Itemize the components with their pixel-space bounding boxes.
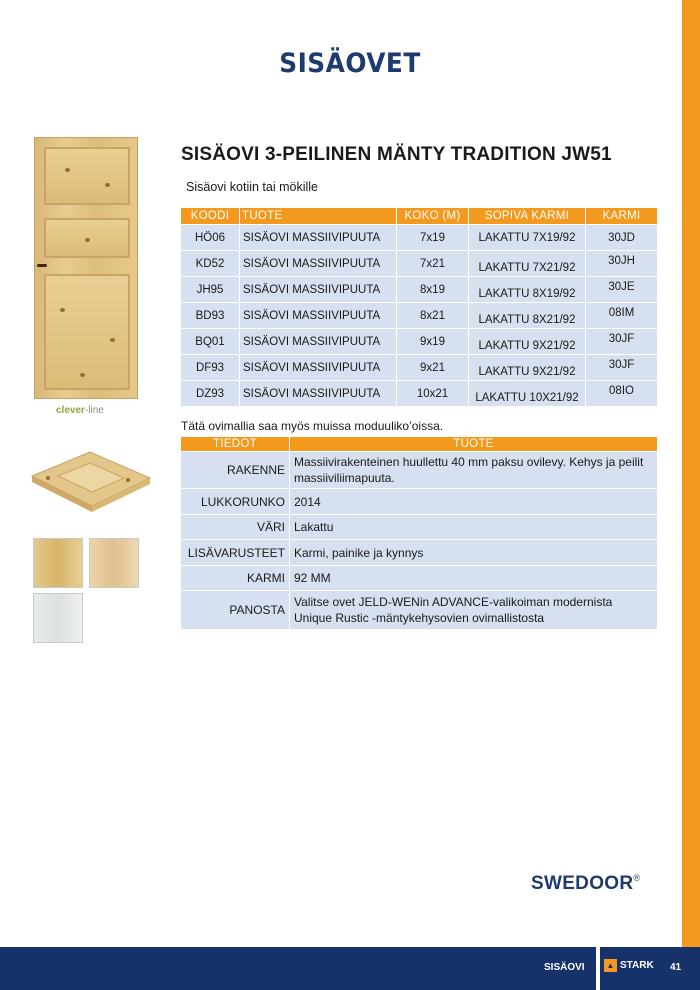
detail-value: Valitse ovet JELD-WENin ADVANCE-valikoiman modernista Unique Rustic -mäntykehysovien ovimallistosta [290,591,657,629]
table-row [181,329,657,354]
col-header-product-info: TUOTE [290,437,657,451]
table-row [181,591,657,629]
variant-suitable-frame: LAKATTU 9X21/92 [469,329,585,354]
wood-knot [80,373,85,377]
table-row [181,515,657,539]
col-header-details: TIEDOT [181,437,289,451]
door-frame-corner-image [28,448,152,512]
detail-label: LISÄVARUSTEET [181,540,289,565]
detail-value: 92 MM [290,566,657,590]
detail-value: 2014 [290,489,657,514]
detail-value: Massiivirakenteinen huullettu 40 mm paksu ovilevy. Kehys ja peilit massiiviliimapuuta. [290,452,657,488]
col-header-suitable-frame: SOPIVA KARMI [469,208,585,224]
variant-product: SISÄOVI MASSIIVIPUUTA [240,303,396,328]
table-row [181,303,657,328]
variants-header-row [181,208,657,224]
variant-frame-code: 08IO [586,381,657,406]
swedoor-logo: SWEDOOR® [531,873,641,894]
variant-suitable-frame: LAKATTU 10X21/92 [469,381,585,406]
footer-section-label: SISÄOVI [544,962,585,973]
details-header-row [181,437,657,451]
variant-frame-code: 08IM [586,303,657,328]
product-title: SISÄOVI 3-PEILINEN MÄNTY TRADITION JW51 [181,144,612,165]
col-header-size: KOKO (M) [397,208,468,224]
table-row [181,355,657,380]
door-bottom-panel [44,274,130,390]
variant-code: HÖ06 [181,225,239,250]
wood-knot [110,338,115,342]
wood-knot [60,308,65,312]
variant-frame-code: 30JF [586,329,657,354]
table-row [181,381,657,406]
table-row [181,566,657,590]
size-availability-note: Tätä ovimallia saa myös muissa moduuliko’oissa. [181,419,444,433]
page-footer [0,947,700,990]
variant-size: 7x21 [397,251,468,276]
clever-line-logo: clever-line [56,405,104,416]
detail-label: PANOSTA [181,591,289,629]
detail-value: Karmi, painike ja kynnys [290,540,657,565]
variant-size: 8x19 [397,277,468,302]
variant-product: SISÄOVI MASSIIVIPUUTA [240,381,396,406]
variant-code: JH95 [181,277,239,302]
detail-label: KARMI [181,566,289,590]
table-row [181,225,657,250]
variant-product: SISÄOVI MASSIIVIPUUTA [240,225,396,250]
door-top-panel [44,147,130,205]
orange-edge-stripe [682,0,700,947]
product-subtitle: Sisäovi kotiin tai mökille [186,180,318,194]
variant-frame-code: 30JH [586,251,657,276]
variant-suitable-frame: LAKATTU 8X19/92 [469,277,585,302]
variant-frame-code: 30JE [586,277,657,302]
variant-size: 10x21 [397,381,468,406]
variant-product: SISÄOVI MASSIIVIPUUTA [240,277,396,302]
details-table [180,436,658,630]
table-row [181,251,657,276]
table-row [181,277,657,302]
variant-frame-code: 30JD [586,225,657,250]
variant-code: BD93 [181,303,239,328]
page-number: 41 [670,962,682,973]
detail-label: RAKENNE [181,452,289,488]
variant-code: KD52 [181,251,239,276]
variant-size: 9x21 [397,355,468,380]
variant-suitable-frame: LAKATTU 9X21/92 [469,355,585,380]
variant-suitable-frame: LAKATTU 8X21/92 [469,303,585,328]
stark-logo-icon: ▲ [604,959,617,972]
variant-size: 8x21 [397,303,468,328]
wood-knot [65,168,70,172]
white-finish-swatch [33,593,83,643]
footer-divider [596,947,600,990]
table-row [181,540,657,565]
variant-product: SISÄOVI MASSIIVIPUUTA [240,251,396,276]
variant-suitable-frame: LAKATTU 7X19/92 [469,225,585,250]
variant-suitable-frame: LAKATTU 7X21/92 [469,251,585,276]
pine-finish-swatch [33,538,83,588]
table-row [181,489,657,514]
wood-knot [105,183,110,187]
door-handle [37,264,47,267]
detail-label: VÄRI [181,515,289,539]
variant-code: DZ93 [181,381,239,406]
variants-table [180,207,658,407]
page-heading: SISÄOVET [279,48,421,79]
detail-value: Lakattu [290,515,657,539]
variant-code: BQ01 [181,329,239,354]
door-product-image [34,137,138,399]
stark-logo-text: STARK [620,960,654,971]
variant-code: DF93 [181,355,239,380]
stark-logo [604,959,654,972]
detail-label: LUKKORUNKO [181,489,289,514]
table-row [181,452,657,488]
wood-knot [85,238,90,242]
variant-size: 7x19 [397,225,468,250]
variant-product: SISÄOVI MASSIIVIPUUTA [240,329,396,354]
col-header-frame: KARMI [586,208,657,224]
variant-frame-code: 30JF [586,355,657,380]
col-header-product: TUOTE [240,208,396,224]
variant-product: SISÄOVI MASSIIVIPUUTA [240,355,396,380]
variant-size: 9x19 [397,329,468,354]
col-header-code: KOODI [181,208,239,224]
light-finish-swatch [89,538,139,588]
